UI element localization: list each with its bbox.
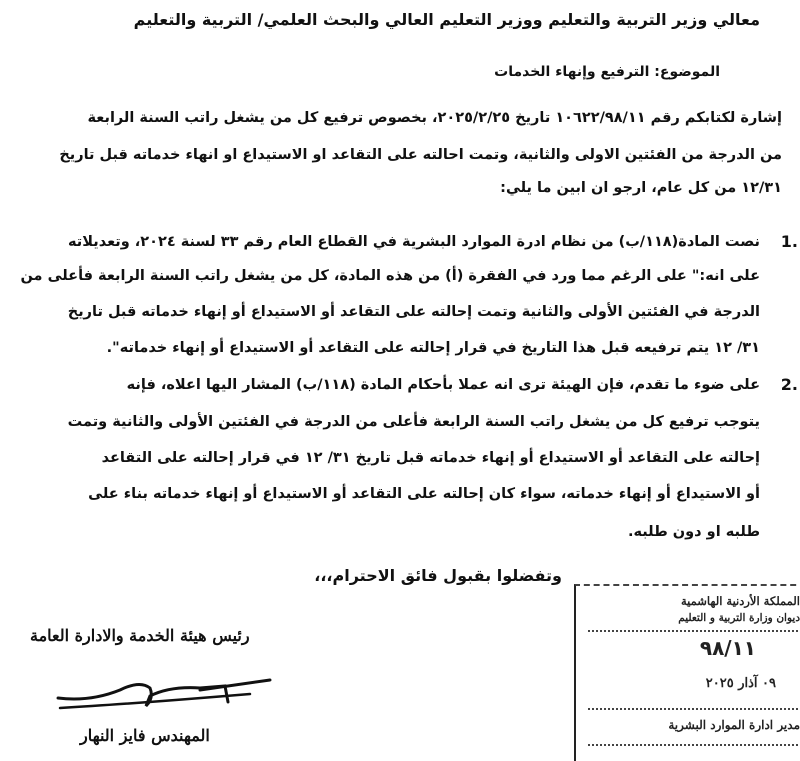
closing-line: وتفضلوا بقبول فائق الاحترام،،، <box>314 566 562 585</box>
body-line-1: إشارة لكتابكم رقم ١٠٦٢٢/٩٨/١١ تاريخ ٢٠٢٥/٢/٢٥، بخصوص ترفيع كل من يشغل راتب السنة الرابعة <box>87 110 782 126</box>
stamp-line-ministry: ديوان وزارة التربية و التعليم <box>678 612 800 624</box>
stamp-line-kingdom: المملكة الأردنية الهاشمية <box>680 594 800 608</box>
point-2-line-3: إحالته على التقاعد أو الاستيداع أو إنهاء خدماته قبل تاريخ ٣١/ ١٢ في قرار إحالته على التقاعد <box>101 450 760 466</box>
stamp-date: ٠٩ آذار ٢٠٢٥ <box>705 676 776 691</box>
point-2-line-2: يتوجب ترفيع كل من يشغل راتب السنة الرابعة فأعلى من الدرجة في الفئتين الأولى والثانية وتمت <box>67 414 760 430</box>
addressee-line: معالي وزير التربية والتعليم ووزير التعليم العالي والبحث العلمي/ التربية والتعليم <box>133 10 760 29</box>
point-1-line-3: الدرجة في الفئتين الأولى والثانية وتمت إحالته على التقاعد أو الاستيداع أو إنهاء خدماته قبل تاريخ <box>67 304 760 320</box>
point-1-line-1: نصت المادة(١١٨/ب) من نظام ادرة الموارد البشرية في القطاع العام رقم ٣٣ لسنة ٢٠٢٤، وتعديلاته <box>68 234 760 250</box>
body-line-2: من الدرجة من الفئتين الاولى والثانية، وتمت احالته على التقاعد او الاستيداع او انهاء خدماته قبل تاريخ <box>59 147 782 163</box>
point-2-line-5: طلبه او دون طلبه. <box>627 524 760 540</box>
stamp-line-department: مدير ادارة الموارد البشرية <box>668 718 800 732</box>
incoming-stamp <box>574 584 800 761</box>
point-2-number: 2. <box>780 375 798 394</box>
point-2-line-4: أو الاستيداع أو إنهاء خدماته، سواء كان إحالته على التقاعد أو الاستيداع أو إنهاء خدماته بناء على <box>88 486 760 502</box>
point-1-number: 1. <box>780 232 798 251</box>
point-1-line-4: ٣١/ ١٢ يتم ترفيعه قبل هذا التاريخ في قرار إحالته على التقاعد أو الاستيداع أو إنهاء خدماته". <box>106 340 760 356</box>
stamp-divider <box>588 744 800 746</box>
signatory-name: المهندس فايز النهار <box>80 726 210 745</box>
signatory-title: رئيس هيئة الخدمة والادارة العامة <box>30 626 250 645</box>
subject-line: الموضوع: الترفيع وإنهاء الخدمات <box>494 64 720 80</box>
signature-block <box>0 590 420 755</box>
point-1-line-2: على انه:" على الرغم مما ورد في الفقرة (أ) من هذه المادة، كل من يشغل راتب السنة الرابعة فأعلى من <box>20 268 760 284</box>
stamp-divider <box>588 630 800 632</box>
stamp-number: ٩٨/١١ <box>699 636 756 660</box>
handwritten-signature <box>50 668 280 718</box>
stamp-divider <box>588 708 800 710</box>
body-line-3: ١٢/٣١ من كل عام، ارجو ان ابين ما يلي: <box>500 180 782 196</box>
point-2-line-1: على ضوء ما تقدم، فإن الهيئة ترى انه عملا بأحكام المادة (١١٨/ب) المشار اليها اعلاه، فإنه <box>126 377 760 393</box>
